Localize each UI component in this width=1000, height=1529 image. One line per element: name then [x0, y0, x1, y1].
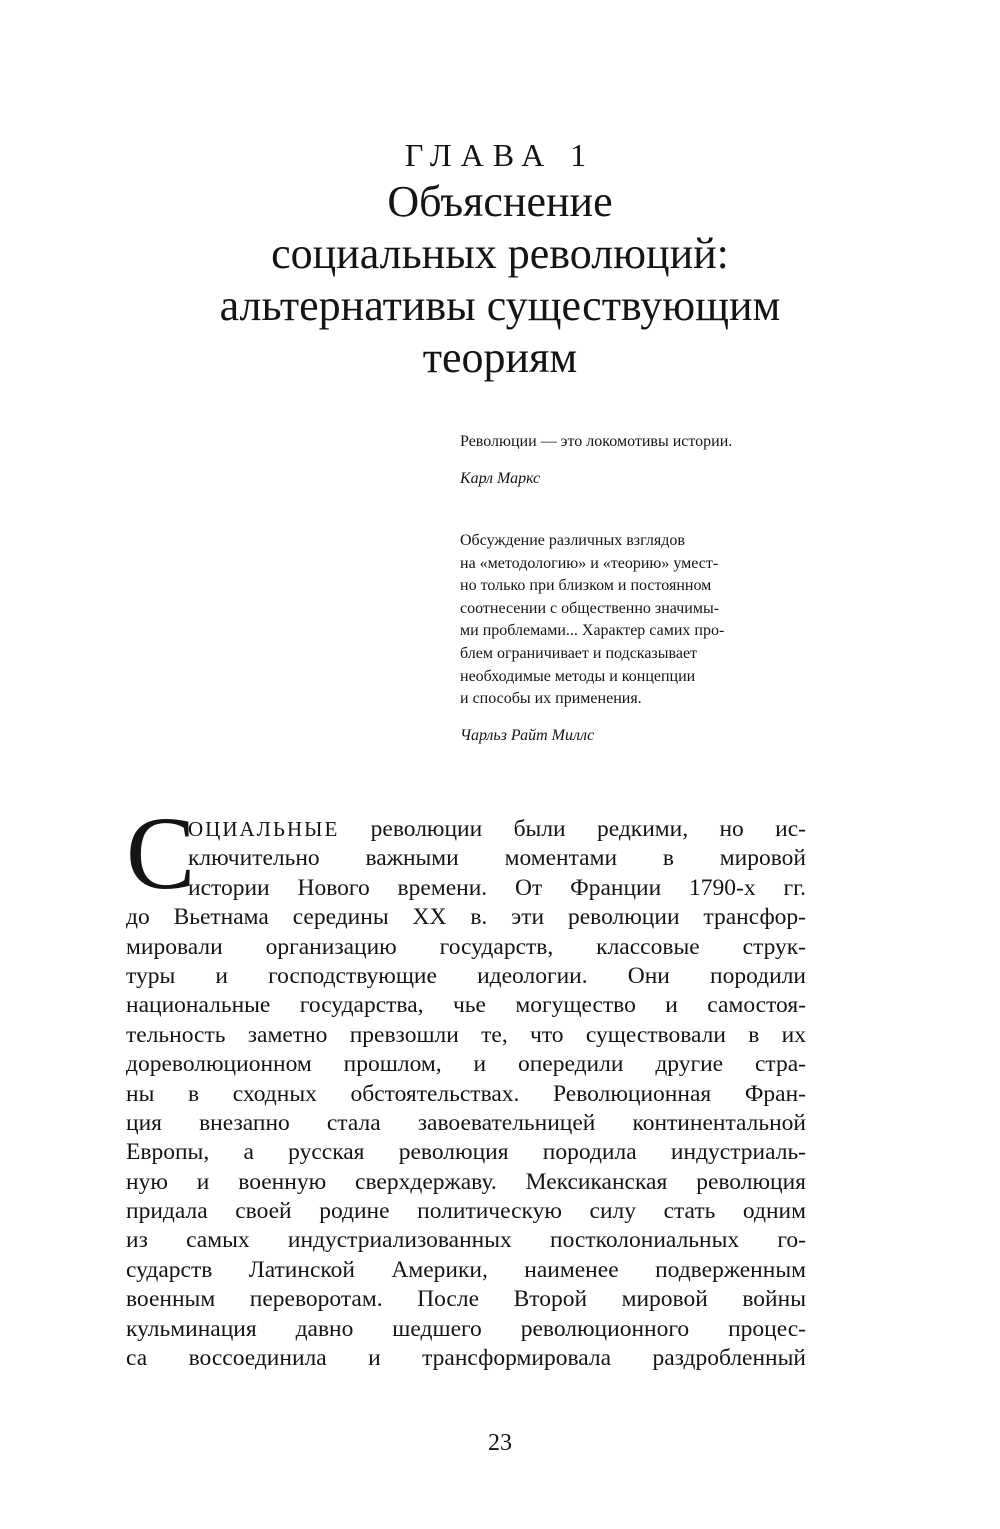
body-line: ны в сходных обстоятельствах. Революционная Фран- — [126, 1080, 806, 1107]
first-line-rest: революции были редкими, но ис- — [370, 816, 806, 842]
epigraph-text-line: на «методологию» и «теорию» умест- — [460, 554, 719, 572]
first-word-small-caps: ОЦИАЛЬНЫЕ — [188, 817, 340, 841]
page-number: 23 — [488, 1430, 512, 1456]
epigraph-mills — [460, 530, 820, 747]
body-line: кульминация давно шедшего революционного процес- — [126, 1315, 806, 1342]
body-line: истории Нового времени. От Франции 1790-х гг. — [188, 874, 806, 901]
chapter-title-line: Объяснение — [387, 177, 613, 226]
body-line: ция внезапно стала завоевательницей континентальной — [126, 1109, 806, 1136]
epigraph-text-line: и способы их применения. — [460, 690, 642, 708]
body-line: ключительно важными моментами в мировой — [188, 845, 806, 872]
epigraph-text-line: но только при близком и постоянном — [460, 577, 712, 595]
epigraph-text-line: Революции — это локомотивы истории. — [460, 433, 733, 450]
body-line: придала своей родине политическую силу стать одним — [126, 1198, 806, 1225]
chapter-title-line: альтернативы существующим — [219, 281, 781, 330]
chapter-title — [60, 176, 940, 384]
body-line: ную и военную сверхдержаву. Мексиканская революция — [126, 1168, 806, 1195]
body-line — [126, 815, 806, 844]
chapter-label: ГЛАВА 1 — [404, 137, 596, 173]
body-line: туры и господствующие идеологии. Они породили — [126, 962, 806, 989]
epigraph-text-line: Обсуждение различных взглядов — [460, 532, 685, 549]
chapter-title-line: теориям — [422, 333, 578, 382]
epigraph-text-line: ми проблемами... Характер самих про- — [460, 622, 725, 640]
chapter-title-line: социальных революций: — [271, 229, 729, 278]
epigraph-author: Чарльз Райт Миллс — [460, 726, 595, 744]
body-line: дореволюционном прошлом, и опередили другие стра- — [126, 1051, 806, 1078]
epigraph-text-line: блем ограничивает и подсказывает — [460, 644, 698, 662]
epigraph-marx — [460, 431, 820, 490]
body-line: мировали организацию государств, классовые струк- — [126, 933, 806, 960]
body-line: национальные государства, чье могущество и самостоя- — [126, 992, 806, 1019]
body-line: до Вьетнама середины XX в. эти революции трансфор- — [126, 904, 806, 931]
body-line: са воссоединила и трансформировала раздробленный — [126, 1345, 806, 1372]
epigraph-text-line: необходимые методы и концепции — [460, 667, 696, 685]
drop-cap: С — [126, 796, 196, 911]
body-text — [126, 815, 806, 1373]
body-line: военным переворотам. После Второй мировой войны — [126, 1286, 806, 1313]
body-line: тельность заметно превзошли те, что существовали в их — [126, 1021, 806, 1048]
body-line: сударств Латинской Америки, наименее подверженным — [126, 1256, 806, 1283]
epigraph-text-line: соотнесении с общественно значимы- — [460, 599, 720, 617]
body-line: Европы, а русская революция породила индустриаль- — [126, 1139, 806, 1166]
epigraph-author: Карл Маркс — [460, 469, 541, 487]
body-line: из самых индустриализованных постколониальных го- — [126, 1227, 806, 1254]
